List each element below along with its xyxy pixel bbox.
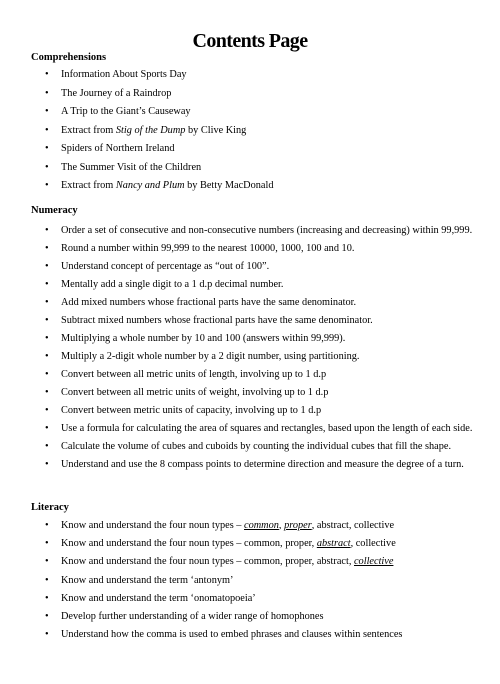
list-item: • The Journey of a Raindrop — [0, 88, 273, 107]
list-item: • Know and understand the four noun types – common, proper, abstract, collective — [0, 538, 402, 556]
list-item: • Understand how the comma is used to embed phrases and clauses within sentences — [0, 629, 402, 647]
emphasized-term: collective — [353, 556, 394, 568]
list-item: • Know and understand the four noun types – common, proper, abstract, collective — [0, 520, 402, 538]
list-item: • Multiplying a whole number by 10 and 100 (answers within 99,999). — [0, 333, 472, 351]
list-item: • A Trip to the Giant’s Causeway — [0, 106, 273, 125]
list-item: • Know and understand the four noun types – common, proper, abstract, collective — [0, 556, 402, 574]
list-item: • Subtract mixed numbers whose fractional parts have the same denominator. — [0, 315, 472, 333]
list-item: • Use a formula for calculating the area of squares and rectangles, based upon the length of each side. — [0, 423, 472, 441]
book-title: Stig of the Dump — [115, 124, 186, 136]
list-item: • Calculate the volume of cubes and cuboids by counting the individual cubes that fill the shape. — [0, 441, 472, 459]
list-item: • Know and understand the term ‘onomatopoeia’ — [0, 593, 402, 611]
page-title: Contents Page — [192, 30, 308, 52]
list-item: • Information About Sports Day — [0, 69, 273, 88]
list-item: • Understand and use the 8 compass points to determine direction and measure the degree of a turn. — [0, 459, 472, 477]
section-heading-comprehensions: Comprehensions — [31, 52, 107, 63]
numeracy-list — [0, 225, 472, 477]
list-item: • Add mixed numbers whose fractional parts have the same denominator. — [0, 297, 472, 315]
list-item: • Extract from Nancy and Plum by Betty MacDonald — [0, 180, 273, 199]
list-item: • Order a set of consecutive and non-consecutive numbers (increasing and decreasing) within 99,999. — [0, 225, 472, 243]
literacy-list — [0, 520, 402, 647]
list-item: • Understand concept of percentage as “out of 100”. — [0, 261, 472, 279]
book-title: Nancy and Plum — [115, 180, 185, 191]
list-item: • Spiders of Northern Ireland — [0, 143, 273, 162]
list-item: • Develop further understanding of a wider range of homophones — [0, 611, 402, 629]
emphasized-term: proper — [284, 520, 312, 531]
list-item: • Convert between metric units of capacity, involving up to 1 d.p — [0, 405, 472, 423]
section-heading-numeracy: Numeracy — [31, 205, 78, 216]
emphasized-term: abstract — [316, 538, 351, 550]
list-item: • Round a number within 99,999 to the nearest 10000, 1000, 100 and 10. — [0, 243, 472, 261]
list-item: • Mentally add a single digit to a 1 d.p decimal number. — [0, 279, 472, 297]
section-heading-literacy: Literacy — [31, 502, 69, 513]
list-item: • The Summer Visit of the Children — [0, 162, 273, 181]
emphasized-term: common — [244, 520, 279, 531]
list-item: • Extract from Stig of the Dump by Clive King — [0, 125, 273, 144]
list-item: • Know and understand the term ‘antonym’ — [0, 575, 402, 593]
comprehensions-list — [0, 69, 273, 199]
list-item: • Convert between all metric units of length, involving up to 1 d.p — [0, 369, 472, 387]
list-item: • Multiply a 2-digit whole number by a 2 digit number, using partitioning. — [0, 351, 472, 369]
list-item: • Convert between all metric units of weight, involving up to 1 d.p — [0, 387, 472, 405]
